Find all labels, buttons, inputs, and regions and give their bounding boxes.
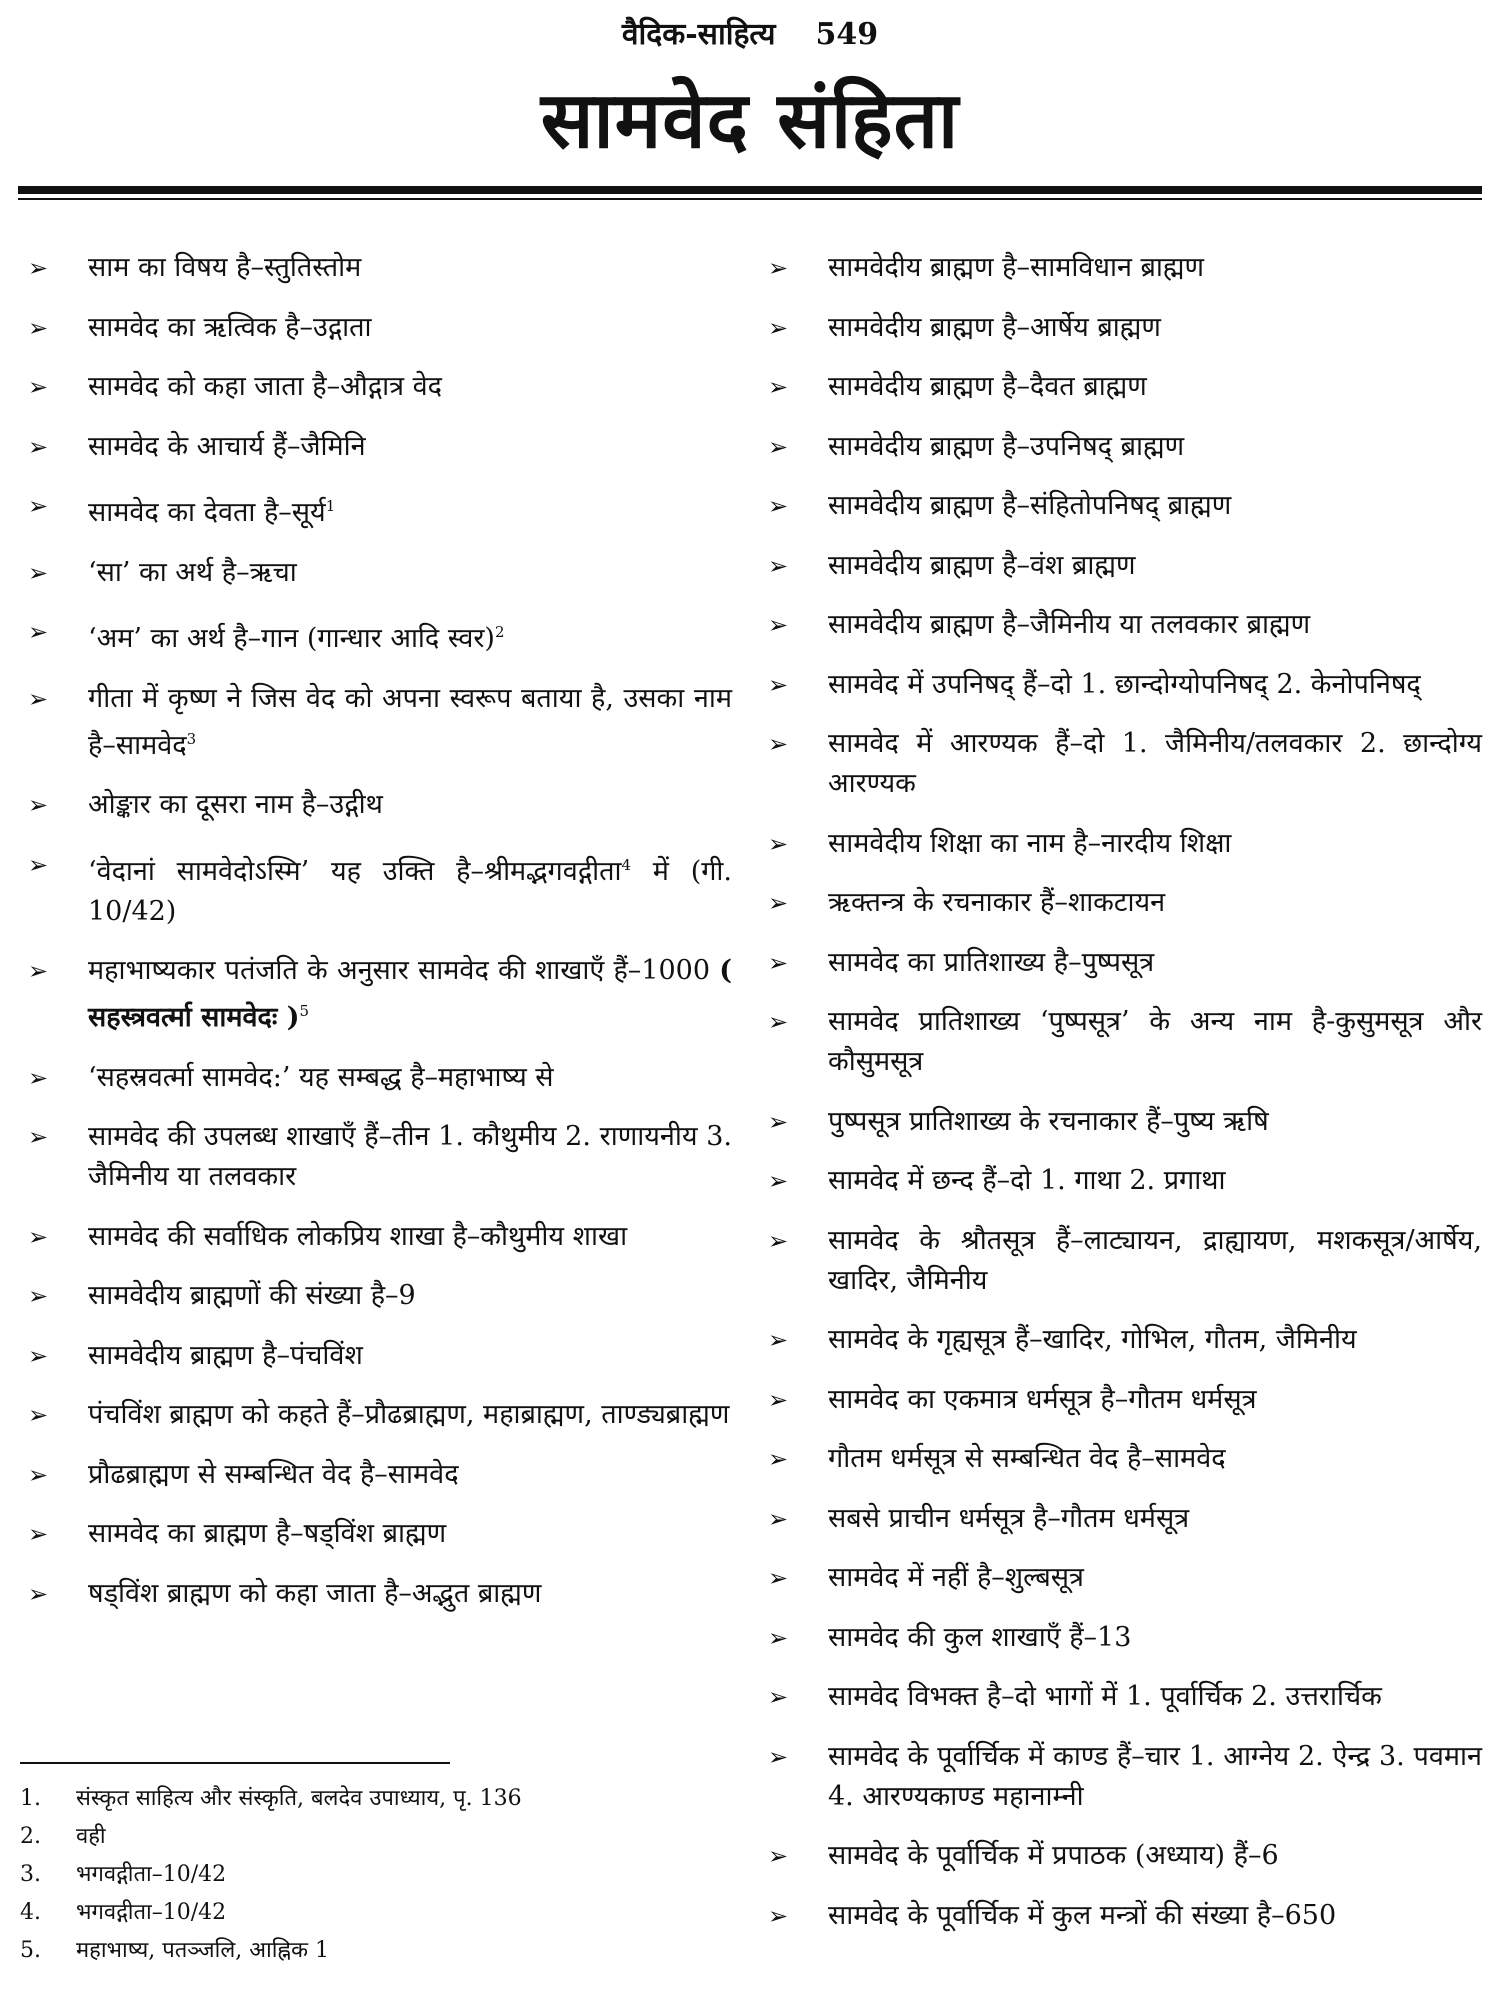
footnote xyxy=(20,1780,732,1818)
list-item xyxy=(20,1514,732,1554)
bullet-arrow-icon: ➢ xyxy=(28,1579,49,1608)
item-text: ओङ्कार का दूसरा नाम है–उद्गीथ xyxy=(88,789,383,820)
item-text: सामवेद का देवता है–सूर्य xyxy=(88,497,326,528)
list-item xyxy=(760,1439,1482,1479)
footnote-ref: 2 xyxy=(494,623,505,641)
item-text: सामवेद विभक्त है–दो भागों में 1. पूर्वार्चिक 2. उत्तरार्चिक xyxy=(828,1681,1382,1712)
item-text-tail: में (गी. 10/42) xyxy=(88,855,733,927)
item-text: ऋक्तन्त्र के रचनाकार हैं–शाकटायन xyxy=(828,887,1166,918)
item-text: ‘सहस्रवर्त्मा सामवेद:’ यह सम्बद्ध है–महाभाष्य से xyxy=(88,1061,554,1093)
item-text: सामवेदीय ब्राह्मण है–उपनिषद् ब्राह्मण xyxy=(828,430,1185,462)
bullet-arrow-icon: ➢ xyxy=(768,670,789,699)
footnote-text: संस्कृत साहित्य और संस्कृति, बलदेव उपाध्याय, पृ. 136 xyxy=(76,1786,522,1811)
item-text: सामवेदीय ब्राह्मण है–सामविधान ब्राह्मण xyxy=(828,252,1205,283)
item-text: ‘अम’ का अर्थ है–गान (गान्धार आदि स्वर) xyxy=(88,623,495,654)
running-header xyxy=(0,12,1500,53)
bullet-arrow-icon: ➢ xyxy=(28,684,49,713)
list-item xyxy=(760,1380,1482,1420)
list-item xyxy=(760,1737,1482,1817)
list-item xyxy=(760,1161,1482,1201)
footnote-ref: 4 xyxy=(621,855,632,874)
list-item xyxy=(20,679,732,766)
item-text: सामवेद का एकमात्र धर्मसूत्र है–गौतम धर्मसूत्र xyxy=(828,1383,1257,1415)
bullet-arrow-icon: ➢ xyxy=(768,1385,789,1414)
item-text: सामवेद के आचार्य हैं–जैमिनि xyxy=(88,430,366,462)
list-item xyxy=(20,612,732,659)
item-text: सामवेद के पूर्वार्चिक में काण्ड हैं–चार 1. आग्नेय 2. ऐन्द्र 3. पवमान 4. आरण्यकाण्ड महानाम्नी xyxy=(828,1740,1482,1812)
bullet-arrow-icon: ➢ xyxy=(28,791,49,819)
list-item xyxy=(20,1117,732,1197)
bullet-arrow-icon: ➢ xyxy=(768,730,789,758)
bullet-arrow-icon: ➢ xyxy=(28,373,49,401)
footnote-number: 2. xyxy=(20,1824,41,1849)
list-item xyxy=(760,824,1482,864)
list-item xyxy=(20,367,732,407)
list-item xyxy=(760,427,1482,467)
item-text: षड्विंश ब्राह्मण को कहा जाता है–अद्भुत ब्राह्मण xyxy=(88,1577,542,1609)
item-text: सामवेद की उपलब्ध शाखाएँ हैं–तीन 1. कौथुमीय 2. राणायनीय 3. जैमिनीय या तलवकार xyxy=(88,1121,732,1192)
list-item xyxy=(760,367,1482,407)
item-text: सामवेदीय ब्राह्मण है–दैवत ब्राह्मण xyxy=(828,371,1147,402)
list-item xyxy=(760,1618,1482,1658)
bullet-arrow-icon: ➢ xyxy=(768,1107,789,1136)
item-text: ‘सा’ का अर्थ है–ऋचा xyxy=(88,556,297,588)
list-item xyxy=(760,1558,1482,1598)
item-bold-text: ( सहस्त्रवर्त्मा सामवेदः ) xyxy=(88,955,732,1033)
bullet-arrow-icon: ➢ xyxy=(768,1326,789,1354)
running-title: वैदिक-साहित्य xyxy=(621,17,776,52)
item-text: सामवेद की सर्वाधिक लोकप्रिय शाखा है–कौथुमीय शाखा xyxy=(88,1220,628,1252)
list-item xyxy=(20,553,732,593)
footnote xyxy=(20,1856,732,1894)
list-item xyxy=(20,1276,732,1316)
title-rule-thin xyxy=(18,198,1482,200)
bullet-arrow-icon: ➢ xyxy=(768,254,789,282)
item-text: सबसे प्राचीन धर्मसूत्र है–गौतम धर्मसूत्र xyxy=(828,1502,1190,1534)
item-text: पंचविंश ब्राह्मण को कहते हैं–प्रौढब्राह्मण, महाब्राह्मण, ताण्ड्यब्राह्मण xyxy=(88,1399,730,1430)
list-item xyxy=(20,1395,732,1435)
bullet-arrow-icon: ➢ xyxy=(28,850,49,879)
bullet-arrow-icon: ➢ xyxy=(28,618,49,646)
list-item xyxy=(760,1221,1482,1301)
bullet-arrow-icon: ➢ xyxy=(768,611,789,639)
item-text: सामवेद में आरण्यक हैं–दो 1. जैमिनीय/तलवकार 2. छान्दोग्य आरण्यक xyxy=(828,728,1482,799)
bullet-arrow-icon: ➢ xyxy=(28,957,49,985)
bullet-arrow-icon: ➢ xyxy=(28,432,49,461)
bullet-arrow-icon: ➢ xyxy=(28,1063,49,1092)
item-text: महाभाष्यकार पतंजति के अनुसार सामवेद की शाखाएँ हैं–1000 xyxy=(88,955,720,986)
list-item xyxy=(760,1320,1482,1360)
bullet-arrow-icon: ➢ xyxy=(768,1226,789,1255)
bullet-arrow-icon: ➢ xyxy=(768,373,789,401)
item-text: सामवेदीय ब्राह्मण है–संहितोपनिषद् ब्राह्मण xyxy=(828,490,1232,521)
list-item xyxy=(20,1574,732,1614)
list-item xyxy=(20,308,732,348)
item-text: सामवेद में छन्द हैं–दो 1. गाथा 2. प्रगाथा xyxy=(828,1165,1226,1196)
list-item xyxy=(20,427,732,467)
list-item xyxy=(20,1336,732,1376)
list-item xyxy=(760,605,1482,645)
item-text: प्रौढब्राह्मण से सम्बन्धित वेद है–सामवेद xyxy=(88,1458,459,1490)
bullet-arrow-icon: ➢ xyxy=(768,492,789,520)
right-column xyxy=(760,248,1482,1955)
footnote-number: 3. xyxy=(20,1862,41,1887)
bullet-arrow-icon: ➢ xyxy=(28,1341,49,1370)
list-item xyxy=(760,486,1482,526)
bullet-arrow-icon: ➢ xyxy=(768,1008,789,1036)
list-item xyxy=(760,1102,1482,1142)
item-text: साम का विषय है–स्तुतिस्तोम xyxy=(88,252,362,283)
item-text: गौतम धर्मसूत्र से सम्बन्धित वेद है–सामवेद xyxy=(828,1443,1226,1474)
bullet-arrow-icon: ➢ xyxy=(28,254,49,282)
item-text: सामवेदीय शिक्षा का नाम है–नारदीय शिक्षा xyxy=(828,827,1232,859)
bullet-arrow-icon: ➢ xyxy=(768,313,789,342)
list-item xyxy=(760,308,1482,348)
list-item xyxy=(20,1455,732,1495)
bullet-arrow-icon: ➢ xyxy=(768,1504,789,1533)
list-item xyxy=(20,486,732,533)
item-text: सामवेद की कुल शाखाएँ हैं–13 xyxy=(828,1621,1132,1653)
footnotes xyxy=(20,1780,732,1970)
bullet-arrow-icon: ➢ xyxy=(28,1520,49,1548)
list-item xyxy=(760,665,1482,705)
bullet-arrow-icon: ➢ xyxy=(28,313,49,342)
bullet-arrow-icon: ➢ xyxy=(768,889,789,917)
list-item xyxy=(20,785,732,825)
list-item xyxy=(760,1896,1482,1936)
list-item xyxy=(760,546,1482,586)
bullet-arrow-icon: ➢ xyxy=(28,558,49,587)
bullet-arrow-icon: ➢ xyxy=(768,432,789,461)
item-text: सामवेद का ऋत्विक है–उद्गाता xyxy=(88,311,372,343)
item-text: सामवेद का ब्राह्मण है–षड्विंश ब्राह्मण xyxy=(88,1518,447,1549)
list-item xyxy=(760,883,1482,923)
list-item xyxy=(20,845,732,932)
footnote-rule xyxy=(20,1762,450,1764)
item-text: पुष्पसूत्र प्रातिशाख्य के रचनाकार हैं–पुष्य ऋषि xyxy=(828,1105,1269,1137)
list-item xyxy=(760,1002,1482,1082)
list-item xyxy=(760,724,1482,804)
footnote-number: 1. xyxy=(20,1786,41,1811)
item-text: ‘वेदानां सामवेदोऽस्मि’ यह उक्ति है–श्रीमद्भगवद्गीता xyxy=(88,855,622,887)
footnote-ref: 1 xyxy=(325,497,336,515)
list-item xyxy=(760,1836,1482,1876)
bullet-arrow-icon: ➢ xyxy=(768,1842,789,1870)
footnote-text: वही xyxy=(76,1824,106,1849)
list-item xyxy=(20,1058,732,1098)
item-text: सामवेदीय ब्राह्मण है–आर्षेय ब्राह्मण xyxy=(828,311,1161,343)
bullet-arrow-icon: ➢ xyxy=(768,1623,789,1652)
item-text: गीता में कृष्ण ने जिस वेद को अपना स्वरूप बताया है, उसका नाम है–सामवेद xyxy=(88,682,732,761)
left-column xyxy=(20,248,732,1633)
bullet-arrow-icon: ➢ xyxy=(768,1683,789,1711)
item-text: सामवेद के पूर्वार्चिक में कुल मन्त्रों की संख्या है–650 xyxy=(828,1899,1337,1931)
bullet-arrow-icon: ➢ xyxy=(768,1167,789,1195)
item-text: सामवेदीय ब्राह्मण है–वंश ब्राह्मण xyxy=(828,549,1136,581)
bullet-arrow-icon: ➢ xyxy=(768,948,789,977)
footnote xyxy=(20,1818,732,1856)
list-item xyxy=(20,248,732,288)
list-item xyxy=(760,1677,1482,1717)
footnote-number: 4. xyxy=(20,1900,41,1925)
item-text: सामवेद का प्रातिशाख्य है–पुष्पसूत्र xyxy=(828,946,1155,978)
bullet-arrow-icon: ➢ xyxy=(768,1742,789,1771)
footnote-text: महाभाष्य, पतञ्जलि, आह्निक 1 xyxy=(76,1938,329,1963)
bullet-arrow-icon: ➢ xyxy=(768,551,789,580)
item-text: सामवेदीय ब्राह्मणों की संख्या है–9 xyxy=(88,1280,416,1311)
item-text: सामवेद के पूर्वार्चिक में प्रपाठक (अध्याय) हैं–6 xyxy=(828,1840,1279,1871)
item-text: सामवेदीय ब्राह्मण है–जैमिनीय या तलवकार ब्राह्मण xyxy=(828,609,1311,640)
item-text: सामवेदीय ब्राह्मण है–पंचविंश xyxy=(88,1339,363,1371)
footnote-ref: 5 xyxy=(299,1002,310,1020)
list-item xyxy=(20,951,732,1038)
item-text: सामवेद में उपनिषद् हैं–दो 1. छान्दोग्योपनिषद् 2. केनोपनिषद् xyxy=(828,668,1421,700)
list-item xyxy=(20,1217,732,1257)
item-text: सामवेद में नहीं है–शुल्बसूत्र xyxy=(828,1562,1084,1593)
item-text: सामवेद को कहा जाता है–औद्गात्र वेद xyxy=(88,371,442,402)
bullet-arrow-icon: ➢ xyxy=(768,1901,789,1930)
footnote-text: भगवद्गीता–10/42 xyxy=(76,1862,227,1887)
bullet-arrow-icon: ➢ xyxy=(28,1123,49,1151)
footnote-number: 5. xyxy=(20,1938,41,1963)
item-text: सामवेद के श्रौतसूत्र हैं–लाट्यायन, द्राह्यायण, मशकसूत्र/आर्षेय, खादिर, जैमिनीय xyxy=(828,1224,1482,1296)
item-text: सामवेद प्रातिशाख्य ‘पुष्पसूत्र’ के अन्य नाम है-कुसुमसूत्र और कौसुमसूत्र xyxy=(828,1006,1482,1077)
list-item xyxy=(760,248,1482,288)
footnote xyxy=(20,1894,732,1932)
item-text: सामवेद के गृह्यसूत्र हैं–खादिर, गोभिल, गौतम, जैमिनीय xyxy=(828,1324,1357,1355)
bullet-arrow-icon: ➢ xyxy=(28,1460,49,1489)
bullet-arrow-icon: ➢ xyxy=(768,829,789,858)
bullet-arrow-icon: ➢ xyxy=(28,1401,49,1429)
bullet-arrow-icon: ➢ xyxy=(768,1564,789,1592)
footnote-text: भगवद्गीता–10/42 xyxy=(76,1900,227,1925)
list-item xyxy=(760,1499,1482,1539)
title-rule-thick xyxy=(18,186,1482,194)
bullet-arrow-icon: ➢ xyxy=(28,1222,49,1251)
footnote-ref: 3 xyxy=(186,729,197,748)
bullet-arrow-icon: ➢ xyxy=(28,492,49,520)
bullet-arrow-icon: ➢ xyxy=(28,1282,49,1310)
bullet-arrow-icon: ➢ xyxy=(768,1445,789,1473)
page-title: सामवेद संहिता xyxy=(540,75,960,166)
list-item xyxy=(760,943,1482,983)
footnote xyxy=(20,1932,732,1970)
page-number: 549 xyxy=(815,17,879,52)
